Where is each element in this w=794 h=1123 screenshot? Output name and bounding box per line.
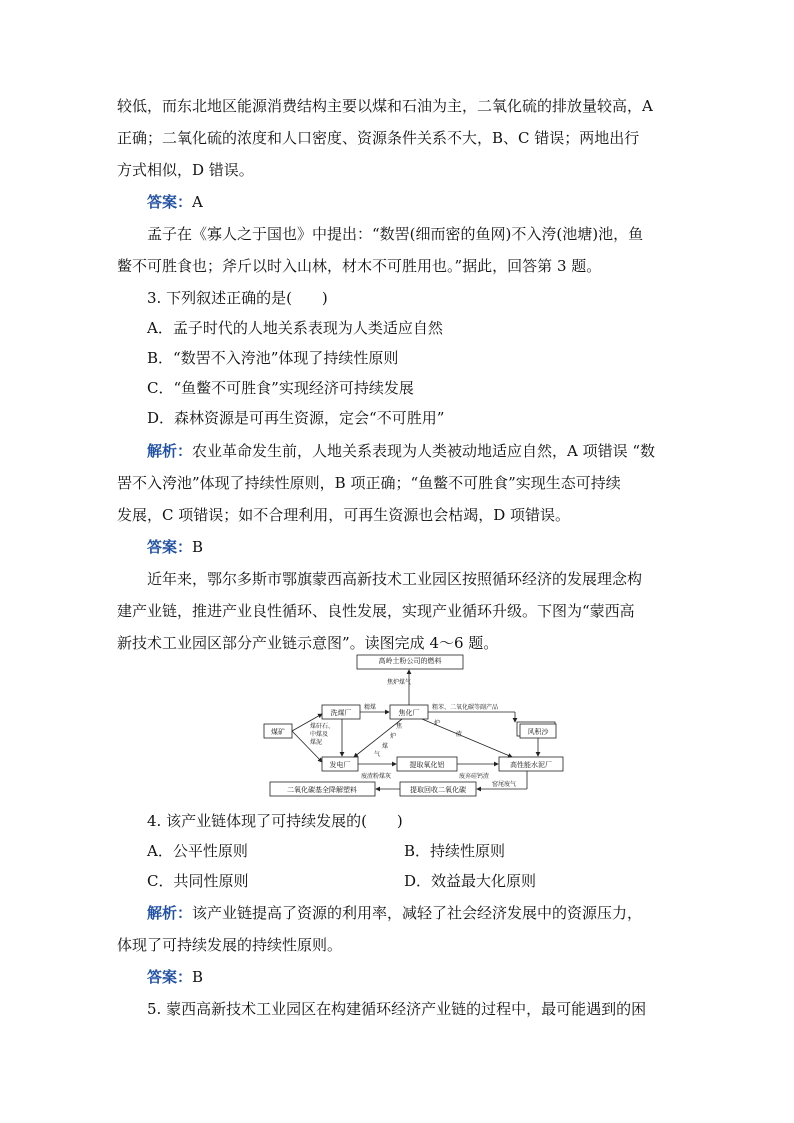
answer-value: B (192, 968, 204, 986)
option: C．“鱼鳖不可胜食”实现经济可持续发展 (147, 379, 414, 397)
analysis-line: 发展，C 项错误；如不合理利用，可再生资源也会枯竭，D 项错误。 (117, 506, 571, 524)
label-wind: 风积沙 (527, 728, 549, 736)
answer-line (147, 967, 707, 987)
label-co2plastic: 二氧化碳基全降解塑料 (287, 786, 357, 794)
label-alumina: 提取氧化铝 (409, 761, 445, 769)
edge-label: 炉 (434, 720, 441, 727)
edge-label: 窑尾废气 (492, 781, 517, 788)
question-5: 5. 蒙西高新技术工业园区在构建循环经济产业链的过程中，最可能遇到的困 (147, 1000, 647, 1018)
edge-label: 废渣粉煤灰 (361, 773, 392, 780)
answer-label: 答案： (147, 193, 193, 211)
option: B．“数罟不入洿池”体现了持续性原则 (147, 349, 399, 367)
text-line: 较低，而东北地区能源消费结构主要以煤和石油为主，二氧化硫的排放量较高，A (117, 97, 653, 115)
edge-label: 渣 (456, 731, 463, 738)
question-4: 4. 该产业链体现了可持续发展的( ) (147, 812, 403, 830)
edge-label: 煤泥 (310, 739, 323, 746)
intro-line: 新技术工业园区部分产业链示意图”。读图完成 4～6 题。 (117, 634, 499, 652)
edge-label: 焦炉煤气 (387, 679, 412, 686)
label-co2extract: 提取回收二氧化碳 (410, 786, 466, 794)
analysis-line: 罟不入洿池”体现了持续性原则，B 项正确；“鱼鳖不可胜食”实现生态可持续 (117, 474, 621, 492)
answer-value: A (192, 193, 203, 211)
edge-label: 废弃硅钙渣 (459, 773, 490, 780)
option: A．公平性原则 (147, 842, 248, 860)
edge-label: 焦 (396, 723, 403, 730)
analysis-line (147, 903, 707, 923)
edge-label: 粗苯、二氧化碳等副产品 (432, 704, 499, 711)
industry-chain-diagram (262, 652, 572, 802)
analysis-line: 体现了可持续发展的持续性原则。 (117, 936, 343, 954)
label-power: 发电厂 (329, 761, 351, 769)
intro-line: 孟子在《寡人之于国也》中提出：“数罟(细而密的鱼网)不入洿(池塘)池，鱼 (147, 225, 644, 243)
analysis-label: 解析： (147, 442, 193, 460)
option: B．持续性原则 (404, 842, 506, 860)
option: C．共同性原则 (147, 872, 249, 890)
option: D．森林资源是可再生资源，定会“不可胜用” (147, 409, 445, 427)
answer-line (147, 192, 707, 212)
edge-label: 中煤及 (310, 731, 329, 738)
option: A．孟子时代的人地关系表现为人类适应自然 (147, 319, 443, 337)
label-coal: 煤矿 (271, 728, 285, 736)
analysis-line (147, 441, 707, 461)
edge-label: 煤矸石、 (310, 723, 335, 730)
text-line: 正确；二氧化硫的浓度和人口密度、资源条件关系不大，B、C 错误；两地出行 (117, 129, 640, 147)
answer-label: 答案： (147, 968, 193, 986)
analysis-text: 农业革命发生前，人地关系表现为人类被动地适应自然，A 项错误 “数 (192, 442, 656, 460)
answer-line (147, 537, 707, 557)
analysis-text: 该产业链提高了资源的利用率，减轻了社会经济发展中的资源压力， (192, 904, 643, 922)
label-cement: 高性能水泥厂 (510, 761, 552, 769)
label-coke: 焦化厂 (398, 709, 420, 717)
analysis-label: 解析： (147, 904, 193, 922)
question-3: 3. 下列叙述正确的是( ) (147, 289, 328, 307)
edge-label: 煤 (382, 743, 389, 750)
intro-line: 鳖不可胜食也；斧斤以时入山林，材木不可胜用也。”据此，回答第 3 题。 (117, 257, 602, 275)
intro-line: 建产业链，推进产业良性循环、良性发展，实现产业循环升级。下图为“蒙西高 (117, 602, 635, 620)
answer-label: 答案： (147, 538, 193, 556)
label-wash: 洗煤厂 (330, 709, 352, 717)
text-line: 方式相似，D 错误。 (117, 161, 254, 179)
edge-label: 炉 (390, 733, 397, 740)
answer-value: B (192, 538, 204, 556)
option: D．效益最大化原则 (404, 872, 537, 890)
edge-label: 气 (374, 751, 381, 758)
edge-label: 精煤 (364, 704, 377, 711)
intro-line: 近年来，鄂尔多斯市鄂旗蒙西高新技术工业园区按照循环经济的发展理念构 (147, 570, 643, 588)
label-top: 高岭土粉公司的燃料 (378, 657, 442, 665)
